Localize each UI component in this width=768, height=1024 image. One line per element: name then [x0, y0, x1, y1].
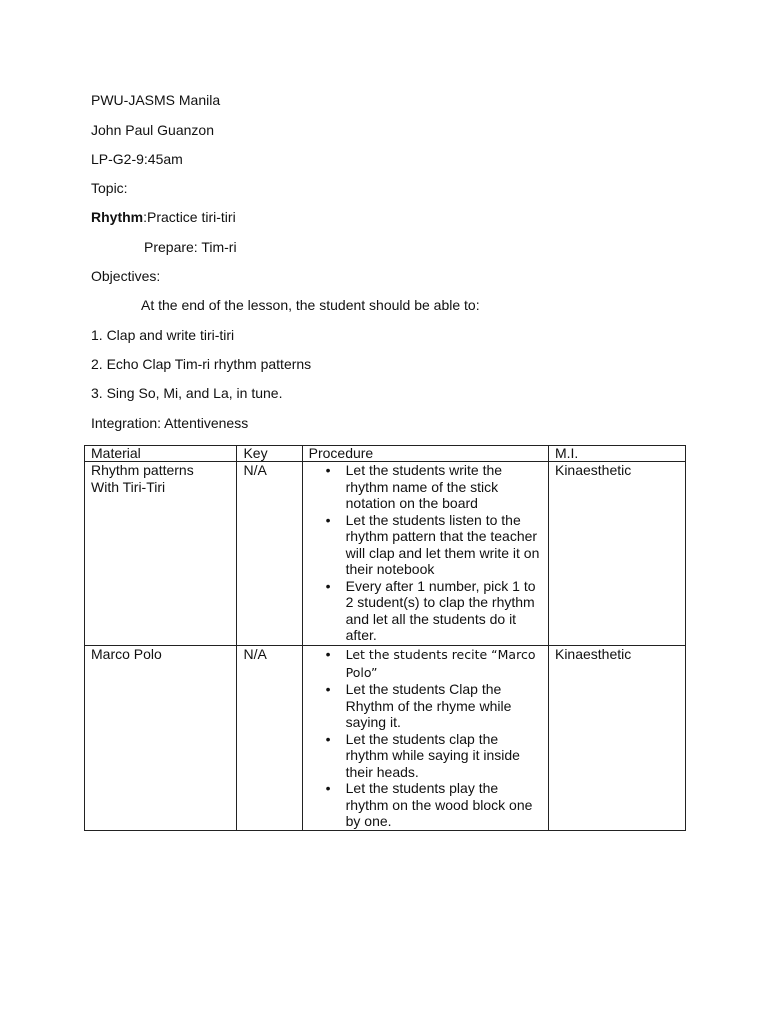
header-material: Material: [85, 446, 237, 462]
procedure-step: Let the students write the rhythm name of the stick notation on the board: [345, 462, 503, 511]
school-name: PWU-JASMS Manila: [91, 92, 221, 108]
key-cell: N/A: [237, 646, 302, 831]
material-line: Marco Polo: [91, 646, 162, 662]
objectives-intro: At the end of the lesson, the student should be able to:: [141, 297, 480, 313]
bullet-icon: •: [325, 577, 331, 594]
objective-item: 3. Sing So, Mi, and La, in tune.: [91, 385, 283, 401]
bullet-icon: •: [325, 511, 331, 528]
prepare-line: Prepare: Tim-ri: [144, 239, 237, 255]
material-line: Rhythm patterns: [91, 462, 194, 478]
table-row: [85, 462, 686, 646]
list-item: [309, 731, 542, 781]
procedure-step: Let the students play the rhythm on the wood block one by one.: [345, 780, 533, 829]
material-cell: [85, 462, 237, 646]
list-item: [309, 462, 542, 512]
procedure-step: Let the students Clap the Rhythm of the rhyme while saying it.: [345, 681, 512, 730]
procedure-cell: [302, 462, 548, 646]
material-line: With Tiri-Tiri: [91, 478, 166, 495]
bullet-icon: •: [325, 646, 331, 662]
objectives-label: Objectives:: [91, 268, 161, 284]
bullet-icon: •: [325, 780, 331, 796]
rhythm-practice: :Practice tiri-tiri: [143, 209, 236, 225]
list-item: [309, 646, 542, 681]
list-item: [309, 578, 542, 644]
table-row: [85, 646, 686, 831]
rhythm-line: [91, 209, 236, 225]
list-item: [309, 681, 542, 731]
procedure-step: Let the students recite “Marco Polo”: [345, 647, 536, 680]
table-header-row: [85, 446, 686, 462]
procedure-step: Let the students listen to the rhythm pattern that the teacher will clap and let them write it on their notebook: [345, 511, 540, 577]
teacher-name: John Paul Guanzon: [91, 122, 214, 138]
rhythm-label: Rhythm: [91, 209, 144, 225]
objective-item: 1. Clap and write tiri-tiri: [91, 327, 235, 343]
procedure-cell: [302, 646, 548, 831]
material-cell: [85, 646, 237, 831]
bullet-icon: •: [325, 462, 331, 478]
header-mi: M.I.: [548, 446, 685, 462]
objective-item: 2. Echo Clap Tim-ri rhythm patterns: [91, 356, 312, 372]
lesson-code: LP-G2-9:45am: [91, 151, 183, 167]
integration-line: Integration: Attentiveness: [91, 415, 249, 431]
topic-label: Topic:: [91, 180, 128, 196]
header-procedure: Procedure: [302, 446, 548, 462]
procedure-list: [309, 646, 542, 830]
mi-cell: Kinaesthetic: [548, 646, 685, 831]
bullet-icon: •: [325, 730, 331, 747]
list-item: [309, 780, 542, 830]
lesson-table: [84, 445, 686, 831]
mi-cell: Kinaesthetic: [548, 462, 685, 646]
bullet-icon: •: [325, 681, 331, 697]
key-cell: N/A: [237, 462, 302, 646]
header-key: Key: [237, 446, 302, 462]
procedure-step: Every after 1 number, pick 1 to 2 student(s) to clap the rhythm and let all the students do it after.: [345, 577, 536, 643]
procedure-step: Let the students clap the rhythm while saying it inside their heads.: [345, 730, 520, 780]
procedure-list: [309, 462, 542, 644]
list-item: [309, 512, 542, 578]
